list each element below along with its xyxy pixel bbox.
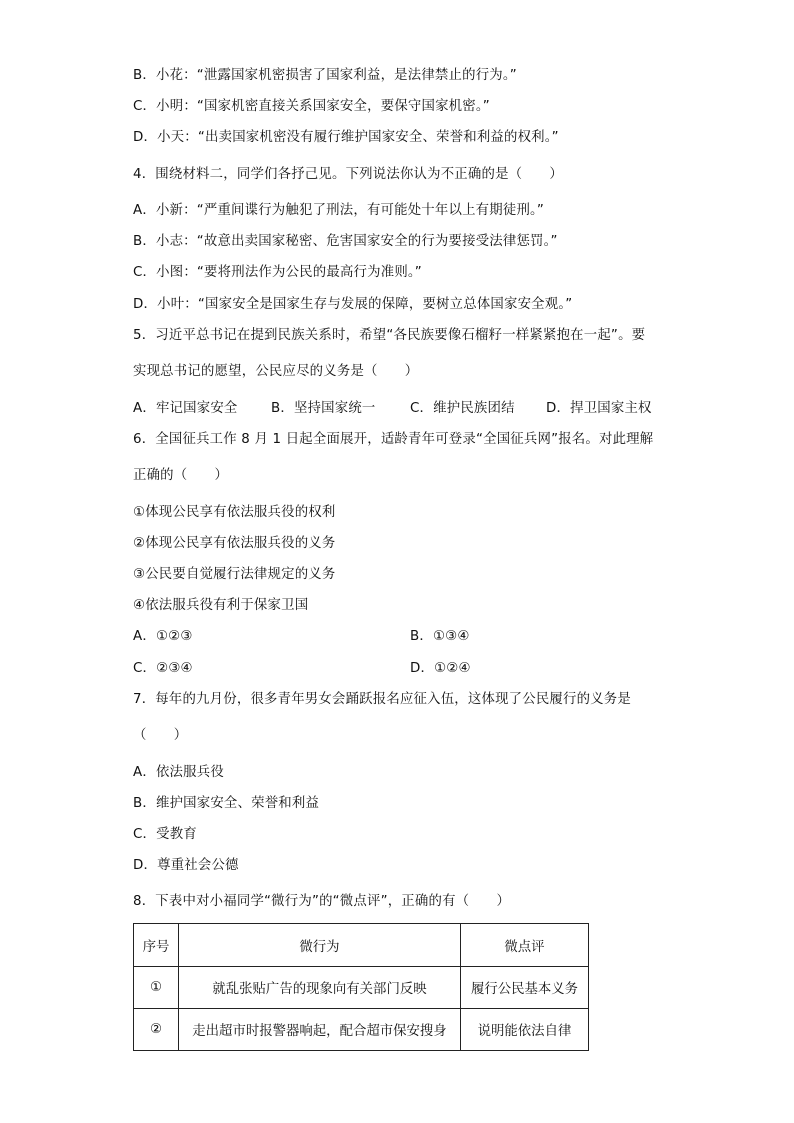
table-row [134,967,589,1009]
q4-option-a: A．小新：“严重间谍行为触犯了刑法，有可能处十年以上有期徒刑。” [133,203,545,218]
q6-options-row1 [133,628,533,646]
table-header-cell: 微点评 [461,924,589,967]
table-header-cell: 微行为 [179,924,461,967]
q6-option-c: C．②③④ [133,661,193,676]
table-header-row [134,924,589,967]
q4-option-c: C．小图：“要将刑法作为公民的最高行为准则。” [133,265,422,280]
q7-stem-line2: （ ） [133,728,188,743]
q5-option-a: A．牢记国家安全 [133,401,238,416]
q6-item-1: ①体现公民享有依法服兵役的权利 [133,505,336,520]
q6-option-d: D．①②④ [410,661,471,676]
table-cell: 说明能依法自律 [461,1009,589,1051]
q6-item-4: ④依法服兵役有利于保家卫国 [133,598,309,613]
table-header-cell: 序号 [134,924,179,967]
q6-item-2: ②体现公民享有依法服兵役的义务 [133,536,336,551]
q3-option-d: D．小天：“出卖国家机密没有履行维护国家安全、荣誉和利益的权利。” [133,130,559,145]
table-row [134,1009,589,1051]
q5-stem-line2: 实现总书记的愿望，公民应尽的义务是（ ） [133,364,419,379]
q5-option-c: C．维护民族团结 [410,401,515,416]
table-cell: 走出超市时报警器响起，配合超市保安搜身 [179,1009,461,1051]
q5-option-b: B．坚持国家统一 [271,401,376,416]
table-cell: 就乱张贴广告的现象向有关部门反映 [179,967,461,1009]
q6-option-a: A．①②③ [133,629,193,644]
q7-stem-line1: 7．每年的九月份，很多青年男女会踊跃报名应征入伍，这体现了公民履行的义务是 [133,692,631,707]
q7-option-b: B．维护国家安全、荣誉和利益 [133,796,320,811]
q6-options-row2 [133,660,533,678]
q6-stem-line2: 正确的（ ） [133,468,229,483]
q5-options [133,400,663,418]
q5-stem-line1: 5．习近平总书记在提到民族关系时，希望“各民族要像石榴籽一样紧紧抱在一起”。要 [133,328,646,343]
table-cell: ① [134,967,179,1009]
q6-item-3: ③公民要自觉履行法律规定的义务 [133,567,336,582]
q4-option-b: B．小志：“故意出卖国家秘密、危害国家安全的行为要接受法律惩罚。” [133,234,558,249]
q7-option-a: A．依法服兵役 [133,765,224,780]
table-cell: 履行公民基本义务 [461,967,589,1009]
q7-option-c: C．受教育 [133,827,197,842]
q4-stem: 4．围绕材料二，同学们各抒己见。下列说法你认为不正确的是（ ） [133,167,564,182]
q6-option-b: B．①③④ [410,629,470,644]
q8-stem: 8．下表中对小福同学“微行为”的“微点评”，正确的有（ ） [133,894,511,909]
q3-option-c: C．小明：“国家机密直接关系国家安全，要保守国家机密。” [133,99,490,114]
q6-stem-line1: 6．全国征兵工作 8 月 1 日起全面展开，适龄青年可登录“全国征兵网”报名。对此理解 [133,432,654,447]
q4-option-d: D．小叶：“国家安全是国家生存与发展的保障，要树立总体国家安全观。” [133,297,573,312]
q5-option-d: D．捍卫国家主权 [546,401,652,416]
q3-option-b: B．小花：“泄露国家机密损害了国家利益，是法律禁止的行为。” [133,68,517,83]
q7-option-d: D．尊重社会公德 [133,858,239,873]
q8-table [133,923,589,1051]
table-cell: ② [134,1009,179,1051]
